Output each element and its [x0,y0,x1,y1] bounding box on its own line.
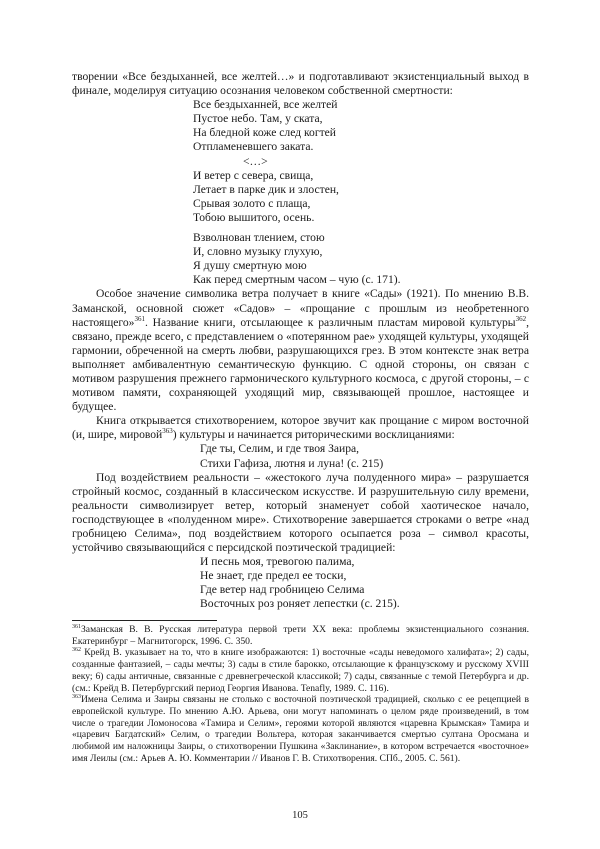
paragraph-book-opening [72,414,529,442]
paragraph-intro: творении «Все бездыханней, все желтей…» и подготавливают экзистенциальный выход в финале, моделируя ситуацию осознания человеком собственной смертности: [72,70,529,98]
footnote-number: 362 [72,647,81,654]
paragraph-reality: Под воздействием реальности – «жестокого луча полуденного мира» – разрушается стройный космос, созданный в классическом искусстве. И разрушительную силу времени, реальности символизирует ветер, который знаменует собой хаотическое начало, господствующее в «полуденном мире». Стихотворение завершается строками о ветре «над гробницею Селима», под воздействием которого осыпается роза – символ красоты, устойчиво связывающийся с персидской поэтической традицией: [72,470,529,555]
verse-line: Где ветер над гробницею Селима [200,583,365,597]
omission-marker: <…> [243,154,268,168]
footnote-363 [72,694,529,764]
footnote-text: Имена Селима и Заиры связаны не столько с восточной поэтической традицией, сколько с ее рецепцией в европейской культуре. По мнению А.Ю. Арьева, они могут напоминать о целом ряде произведений, в том числе о трагедии Ломоносова «Тамира и Селим», героями которой являются «царевна Крымская» Тамира и «царевич Багдатский» Селим, о трагедии Вольтера, которая заканчивается смертью султана Оросмана и любимой им наложницы Заиры, о стихотворении Пушкина «Заклинание», в котором встречается «восточное» имя Леилы (см.: Арьев А. Ю. Комментарии // Иванов Г. В. Стихотворения. СПб., 2005. С. 561). [72,694,529,764]
footnote-ref-361[interactable]: 361 [134,314,145,323]
text-run: . Название книги, отсылающее к различным пластам мировой культуры [144,315,516,329]
poem-quote-3 [72,555,529,611]
text-run: , связано, прежде всего, с представлением о «потерянном рае» уходящей культуры, уходящей гармонии, обреченной на смерть любви, разрушающихся грез. В этом контексте знак ветра выполняет амбивалентную семантическую функцию. С одной стороны, он связан с мотивом разрушения прежнего гармонического культурного космоса, с другой стороны, – с мотивом памяти, сохраняющей уходящий мир, связывающей прошлое, настоящее и будущее. [72,315,529,414]
verse-line: И ветер с севера, свища, [193,168,314,182]
footnote-text: Крейд В. указывает на то, что в книге изображаются: 1) восточные «сады неведомого халифата»; 2) сады, созданные фантазией, – сады мечты; 3) сады в стиле барокко, отсылающие к французскому и русскому XVIII веку; 6) сады античные, связанные с древнегреческой классикой; 7) сады, связанные с темой Петербурга и др. (см.: Крейд В. Петербургский период Георгия Иванова. Tenafly, 1989. С. 116). [72,647,529,694]
footnote-text: Заманская В. В. Русская литература первой трети XX века: проблемы экзистенциального сознания. Екатеринбург – Магнитогорск, 1996. С. 350. [72,624,529,647]
footnote-ref-363[interactable]: 363 [162,427,173,436]
poem-quote-2 [72,442,529,470]
verse-line: Все бездыханней, все желтей [193,98,338,112]
footnote-361 [72,624,529,647]
footnote-number: 361 [72,624,81,630]
page-number: 105 [292,810,308,821]
footnote-362 [72,647,529,694]
footnotes [72,624,529,764]
verse-line: Пустое небо. Там, у ската, [193,112,323,126]
verse-line: Тобою вышитого, осень. [193,210,315,224]
verse-line: И, словно музыку глухую, [193,245,323,259]
verse-line: Стихи Гафиза, лютня и луна! (с. 215) [200,456,384,470]
verse-line: Летает в парке дик и злостен, [193,182,339,196]
text-run: ) культуры и начинается риторическими восклицаниями: [172,428,455,442]
verse-line: На бледной коже след когтей [193,126,336,140]
footnote-ref-362[interactable]: 362 [515,314,527,323]
footnote-number: 363 [72,694,81,701]
verse-line: Где ты, Селим, и где твоя Заира, [200,442,360,456]
page-body [72,70,529,612]
paragraph-gardens [72,287,529,414]
verse-line: Восточных роз роняет лепестки (с. 215). [200,597,400,611]
verse-line: Не знает, где предел ее тоски, [200,569,347,583]
verse-line: Я душу смертную мою [193,259,307,273]
verse-line: Срывая золото с плаща, [193,196,311,210]
verse-line: Отпламеневшего заката. [193,140,314,154]
verse-line: И песнь моя, тревогою палима, [200,555,355,569]
poem-quote-1 [72,98,529,287]
footnote-separator [72,620,217,621]
verse-line: Как перед смертным часом – чую (с. 171). [193,273,401,287]
verse-line: Взволнован тлением, стою [193,231,325,245]
text-run: Особое значение символика ветра получает в книге «Сады» (1921). По мнению В.В. Заманской, основной сюжет «Садов» – «прощание с прошлым из необретенного настоящего» [72,287,529,329]
text-run: Книга открывается стихотворением, которое звучит как прощание с миром восточной (и, шире, мировой [72,414,529,442]
